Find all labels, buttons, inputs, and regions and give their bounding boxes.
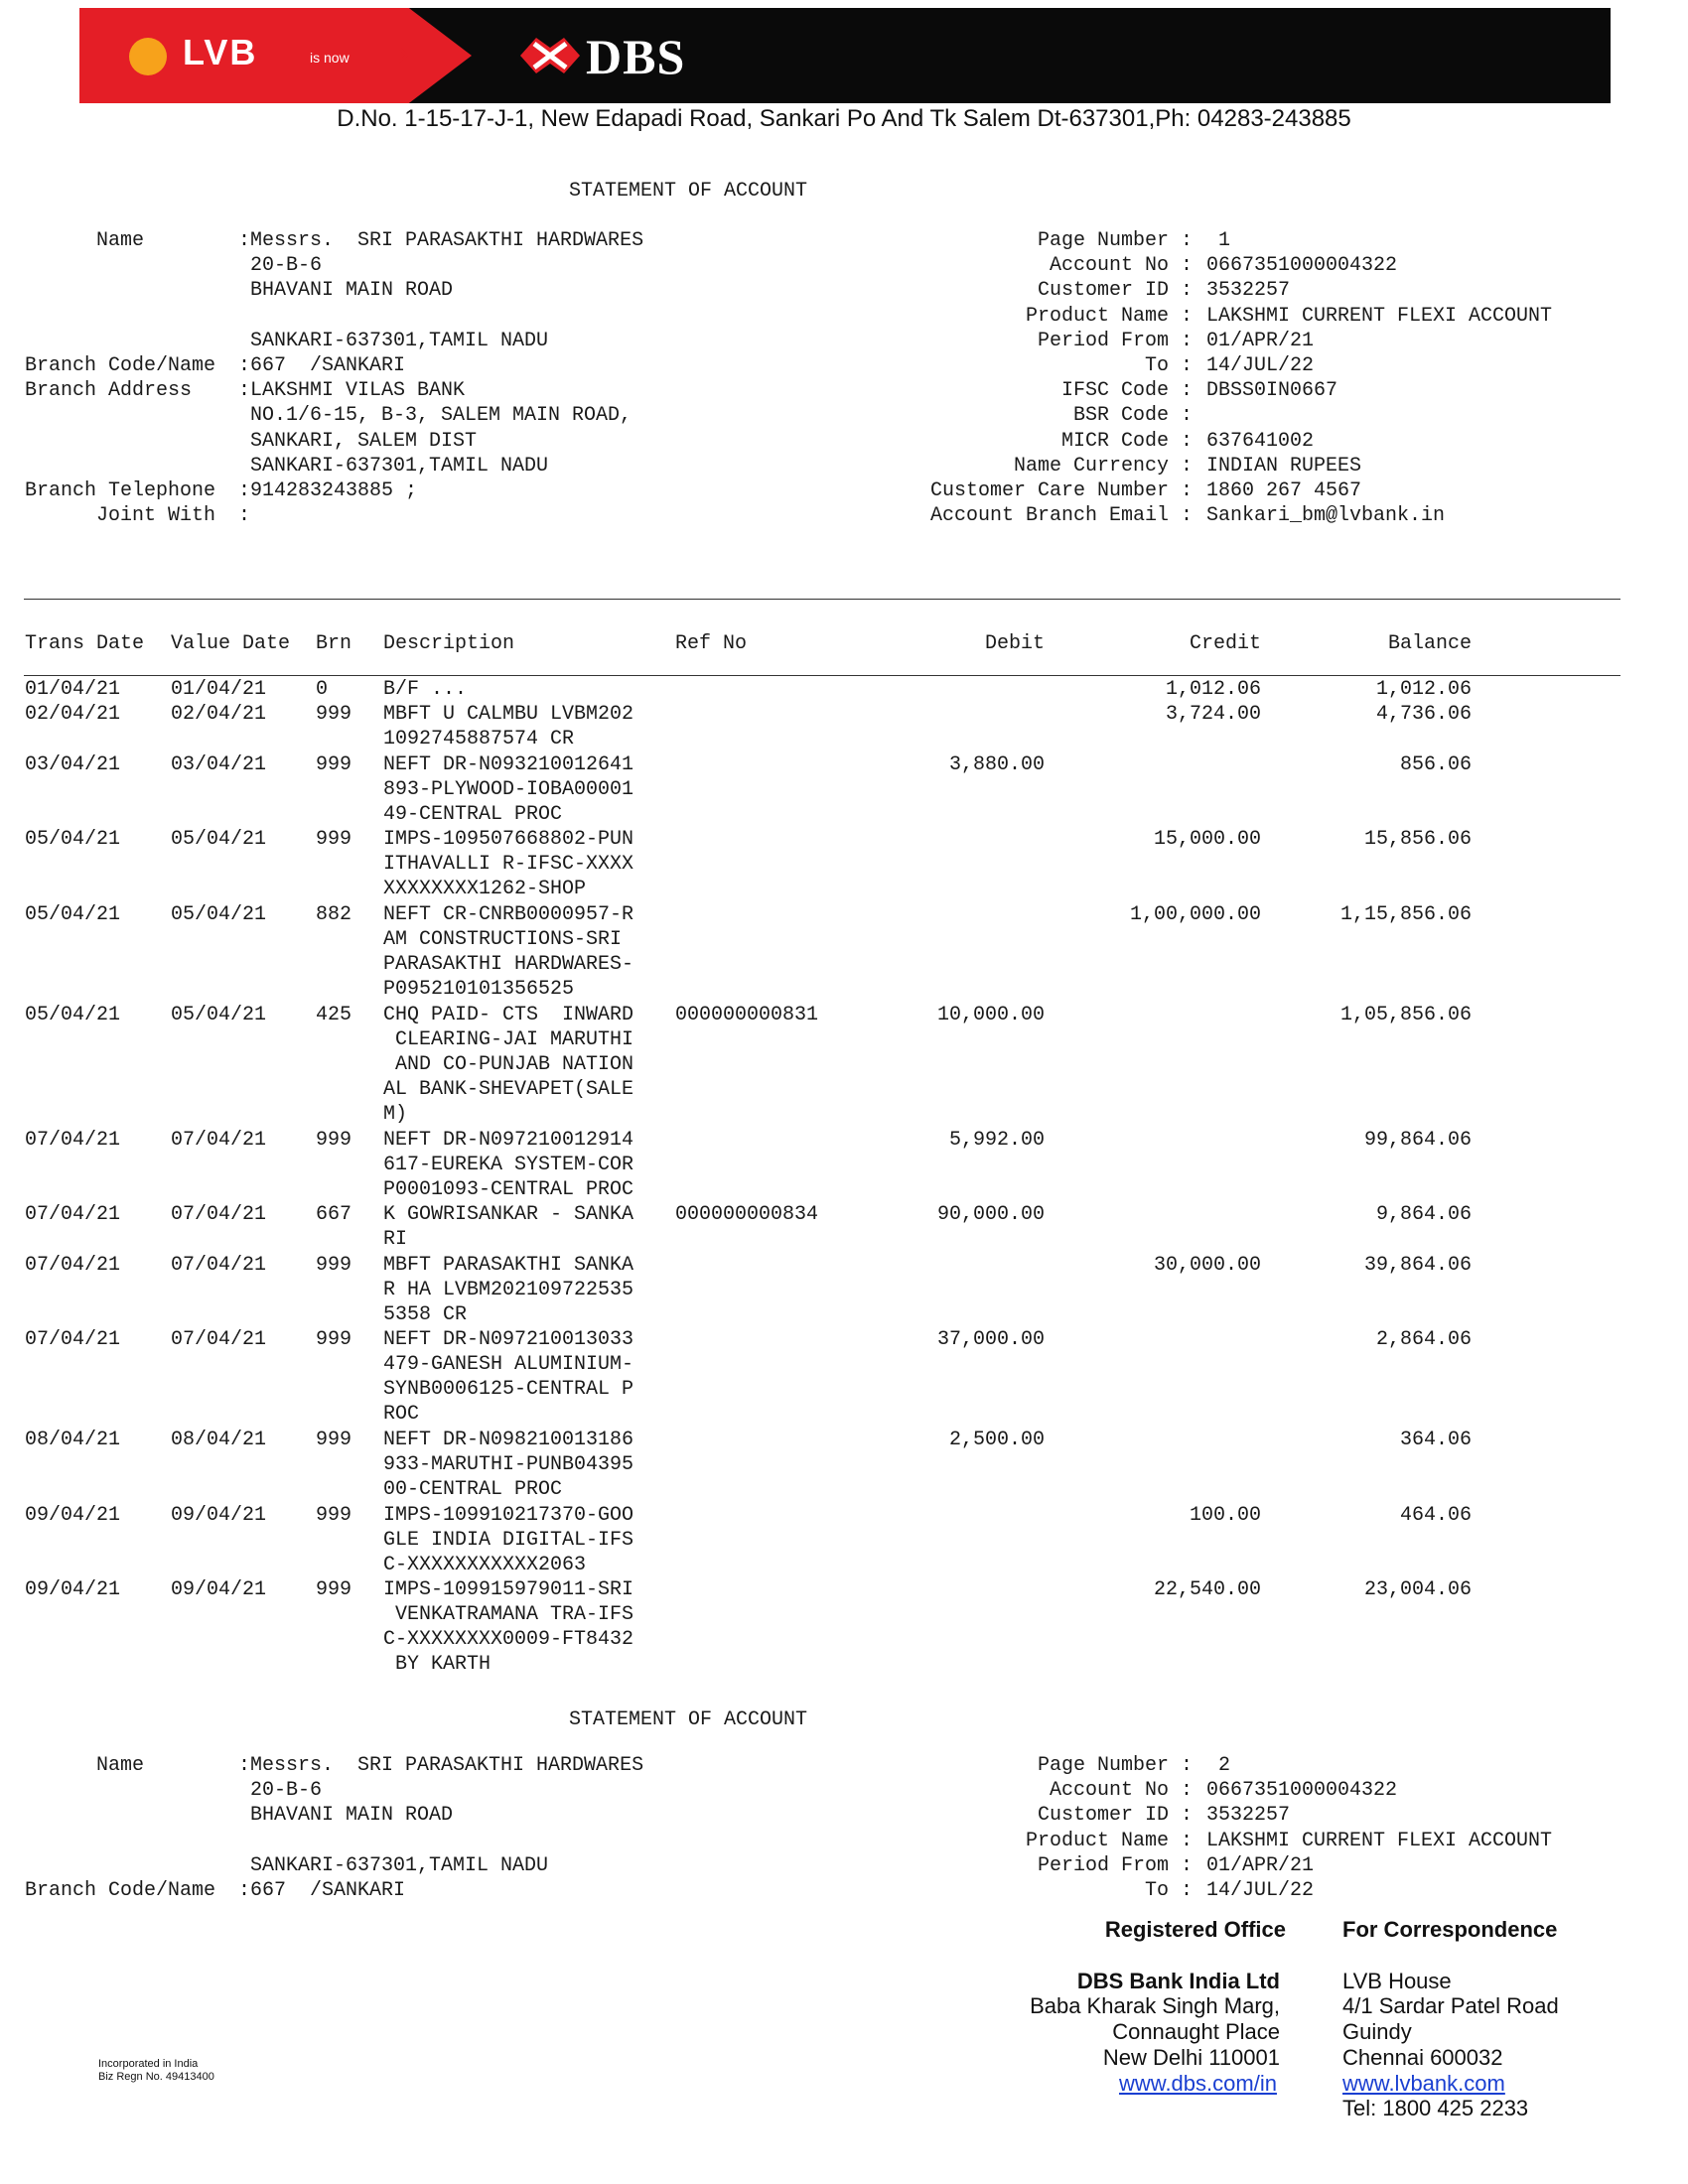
dbs-logo: DBS [586,29,686,84]
balance-cell: 1,15,856.06 [1339,902,1472,926]
field-value: 1 [1206,229,1231,252]
ref-no-cell: 000000000831 [675,1003,819,1026]
description-cell: NEFT DR-N097210012914 617-EUREKA SYSTEM-COR P0001093-CENTRAL PROC [383,1128,634,1201]
registered-office-name: DBS Bank India Ltd [1076,1969,1280,1993]
field-value: 637641002 [1206,429,1315,453]
brn-cell: 999 [316,828,352,852]
col-ref-no: Ref No [675,632,748,655]
registered-office-line: Baba Kharak Singh Marg, [1030,1993,1280,2018]
balance-cell: 2,864.06 [1375,1328,1472,1352]
field-label: Page Number : [1037,229,1193,252]
trans-date-cell: 07/04/21 [25,1128,121,1152]
field-label: Product Name : [1025,304,1193,328]
debit-cell: 37,000.00 [936,1328,1045,1352]
value-date-cell: 05/04/21 [171,828,267,852]
brn-cell: 999 [316,703,352,727]
value-date-cell: 09/04/21 [171,1503,267,1527]
value-date-cell: 08/04/21 [171,1429,267,1451]
description-cell: NEFT DR-N093210012641 893-PLYWOOD-IOBA00001 49-CENTRAL PROC [383,752,634,826]
col-value-date: Value Date [171,632,291,655]
field-value: BHAVANI MAIN ROAD [250,279,454,303]
lvb-tagline: is now [310,50,350,66]
col-debit: Debit [984,632,1045,655]
field-label: Period From : [1037,1853,1193,1877]
description-cell: CHQ PAID- CTS INWARD CLEARING-JAI MARUTHI AND CO-PUNJAB NATION AL BANK-SHEVAPET(SALE M) [383,1003,634,1126]
field-value: 2 [1206,1754,1231,1777]
field-label: BSR Code : [1072,404,1193,428]
value-date-cell: 01/04/21 [171,678,267,701]
credit-cell: 1,012.06 [1165,678,1261,701]
col-description: Description [383,632,515,655]
trans-date-cell: 05/04/21 [25,902,121,926]
brn-cell: 999 [316,1128,352,1152]
brn-cell: 999 [316,1503,352,1527]
balance-cell: 464.06 [1399,1503,1472,1527]
field-value: 0667351000004322 [1206,1779,1398,1803]
correspondence-name: LVB House [1342,1969,1452,1993]
brn-cell: 425 [316,1003,352,1026]
field-value: : [238,504,251,528]
field-label: To : [1144,1879,1193,1902]
value-date-cell: 07/04/21 [171,1128,267,1152]
field-label: MICR Code : [1060,429,1193,453]
branch-address-line: D.No. 1-15-17-J-1, New Edapadi Road, Sankari Po And Tk Salem Dt-637301,Ph: 04283-243885 [337,105,1351,132]
credit-cell: 3,724.00 [1165,703,1261,727]
description-cell: IMPS-109915979011-SRI VENKATRAMANA TRA-IFS C-XXXXXXXX0009-FT8432 BY KARTH [383,1578,634,1677]
field-value: :667 /SANKARI [238,1879,406,1902]
correspondence-line: 4/1 Sardar Patel Road [1342,1993,1559,2018]
brn-cell: 882 [316,902,352,926]
field-value: INDIAN RUPEES [1206,454,1362,478]
description-cell: MBFT PARASAKTHI SANKA R HA LVBM202109722535 5358 CR [383,1253,634,1326]
trans-date-cell: 07/04/21 [25,1253,121,1277]
description-cell: K GOWRISANKAR - SANKA RI [383,1203,634,1252]
field-value: 20-B-6 [250,254,323,278]
field-value: BHAVANI MAIN ROAD [250,1804,454,1828]
description-cell: IMPS-109910217370-GOO GLE INDIA DIGITAL-IFS C-XXXXXXXXXXX2063 [383,1503,634,1576]
field-value: 0667351000004322 [1206,254,1398,278]
field-label: Period From : [1037,329,1193,352]
ref-no-cell: 000000000834 [675,1203,819,1227]
value-date-cell: 02/04/21 [171,703,267,727]
balance-cell: 39,864.06 [1363,1253,1472,1277]
field-value: 1860 267 4567 [1206,479,1362,502]
field-label: Account Branch Email : [929,504,1193,528]
brn-cell: 999 [316,1429,352,1451]
field-value: :667 /SANKARI [238,354,406,377]
field-label: Joint With [25,504,216,528]
value-date-cell: 05/04/21 [171,902,267,926]
description-cell: IMPS-109507668802-PUN ITHAVALLI R-IFSC-XXXX XXXXXXXX1262-SHOP [383,828,634,901]
field-label: Customer ID : [1037,279,1193,303]
field-label: Customer ID : [1037,1804,1193,1828]
field-value: :LAKSHMI VILAS BANK [238,379,466,403]
trans-date-cell: 05/04/21 [25,828,121,852]
dbs-website-link[interactable]: www.dbs.com/in [1119,2071,1277,2096]
field-label: IFSC Code : [1060,379,1193,403]
registered-office-heading: Registered Office [1104,1917,1286,1942]
registered-office-line: Connaught Place [1112,2019,1280,2044]
field-label: To : [1144,354,1193,377]
field-value: :914283243885 ; [238,479,418,502]
field-value: Sankari_bm@lvbank.in [1206,504,1446,528]
field-value: :Messrs. SRI PARASAKTHI HARDWARES [238,1754,644,1777]
brn-cell: 667 [316,1203,352,1227]
brn-cell: 999 [316,1578,352,1602]
trans-date-cell: 08/04/21 [25,1429,121,1451]
lvb-logo: LVB [183,32,258,72]
debit-cell: 90,000.00 [936,1203,1045,1227]
statement-title: STATEMENT OF ACCOUNT [569,180,808,203]
debit-cell: 3,880.00 [948,752,1045,776]
balance-cell: 99,864.06 [1363,1128,1472,1152]
correspondence-line: Guindy [1342,2019,1412,2044]
lvb-website-link[interactable]: www.lvbank.com [1342,2071,1505,2096]
credit-cell: 1,00,000.00 [1129,902,1261,926]
correspondence-line: Chennai 600032 [1342,2045,1503,2070]
col-brn: Brn [316,632,352,655]
field-label: Page Number : [1037,1754,1193,1777]
description-cell: NEFT CR-CNRB0000957-R AM CONSTRUCTIONS-SRI PARASAKTHI HARDWARES- P095210101356525 [383,902,634,1001]
field-value: LAKSHMI CURRENT FLEXI ACCOUNT [1206,304,1553,328]
dbs-x-icon [516,34,584,77]
divider-line [24,599,1620,600]
field-label: Branch Address [25,379,216,403]
registered-office-line: New Delhi 110001 [1102,2045,1280,2070]
value-date-cell: 07/04/21 [171,1253,267,1277]
field-label: Customer Care Number : [929,479,1193,502]
trans-date-cell: 05/04/21 [25,1003,121,1026]
field-value: 01/APR/21 [1206,329,1315,352]
brn-cell: 999 [316,1253,352,1277]
trans-date-cell: 02/04/21 [25,703,121,727]
field-label: Name [25,1754,205,1777]
field-value: 20-B-6 [250,1779,323,1803]
field-label: Name [25,229,205,252]
balance-cell: 364.06 [1399,1429,1472,1451]
field-label: Branch Code/Name [25,1879,216,1902]
balance-cell: 23,004.06 [1363,1578,1472,1602]
field-value: 14/JUL/22 [1206,1879,1315,1902]
debit-cell: 2,500.00 [948,1429,1045,1451]
description-cell: NEFT DR-N097210013033 479-GANESH ALUMINIUM- SYNB0006125-CENTRAL P ROC [383,1328,634,1427]
field-value: :Messrs. SRI PARASAKTHI HARDWARES [238,229,644,252]
trans-date-cell: 03/04/21 [25,752,121,776]
trans-date-cell: 07/04/21 [25,1203,121,1227]
field-value: 3532257 [1206,1804,1291,1828]
field-value: DBSS0IN0667 [1206,379,1338,403]
brn-cell: 0 [316,678,329,701]
field-value: NO.1/6-15, B-3, SALEM MAIN ROAD, [250,404,633,428]
field-value: 01/APR/21 [1206,1853,1315,1877]
field-label: Branch Code/Name [25,354,216,377]
header-banner [79,8,1611,103]
balance-cell: 1,012.06 [1375,678,1472,701]
credit-cell: 100.00 [1189,1503,1261,1527]
credit-cell: 22,540.00 [1153,1578,1261,1602]
field-value: SANKARI-637301,TAMIL NADU [250,454,549,478]
brn-cell: 999 [316,1328,352,1352]
correspondence-heading: For Correspondence [1342,1917,1558,1942]
field-value: 14/JUL/22 [1206,354,1315,377]
trans-date-cell: 01/04/21 [25,678,121,701]
field-label: Account No : [1049,254,1193,278]
field-value: SANKARI-637301,TAMIL NADU [250,329,549,352]
trans-date-cell: 09/04/21 [25,1503,121,1527]
value-date-cell: 07/04/21 [171,1328,267,1352]
chevron-right-icon: › [395,31,411,76]
balance-cell: 15,856.06 [1363,828,1472,852]
col-credit: Credit [1189,632,1261,655]
value-date-cell: 05/04/21 [171,1003,267,1026]
field-label: Product Name : [1025,1829,1193,1852]
col-trans-date: Trans Date [25,632,145,655]
biz-regn-note: Biz Regn No. 49413400 [98,2071,214,2083]
value-date-cell: 09/04/21 [171,1578,267,1602]
field-label: Name Currency : [1013,454,1193,478]
field-value: SANKARI, SALEM DIST [250,429,478,453]
incorporated-note: Incorporated in India [98,2058,199,2070]
value-date-cell: 07/04/21 [171,1203,267,1227]
debit-cell: 5,992.00 [948,1128,1045,1152]
credit-cell: 15,000.00 [1153,828,1261,852]
balance-cell: 9,864.06 [1375,1203,1472,1227]
description-cell: B/F ... [383,678,468,701]
lvb-lamp-icon [129,38,167,75]
description-cell: MBFT U CALMBU LVBM202 1092745887574 CR [383,703,634,751]
credit-cell: 30,000.00 [1153,1253,1261,1277]
field-value: LAKSHMI CURRENT FLEXI ACCOUNT [1206,1829,1553,1852]
field-value: SANKARI-637301,TAMIL NADU [250,1853,549,1877]
divider-line [24,675,1620,676]
brn-cell: 999 [316,752,352,776]
field-label: Account No : [1049,1779,1193,1803]
field-label: Branch Telephone [25,479,216,502]
statement-title-page2: STATEMENT OF ACCOUNT [569,1708,808,1731]
debit-cell: 10,000.00 [936,1003,1045,1026]
description-cell: NEFT DR-N098210013186 933-MARUTHI-PUNB04395 00-CENTRAL PROC [383,1429,634,1501]
balance-cell: 1,05,856.06 [1339,1003,1472,1026]
trans-date-cell: 07/04/21 [25,1328,121,1352]
col-balance: Balance [1387,632,1472,655]
value-date-cell: 03/04/21 [171,752,267,776]
correspondence-phone: Tel: 1800 425 2233 [1342,2096,1529,2120]
field-value: 3532257 [1206,279,1291,303]
trans-date-cell: 09/04/21 [25,1578,121,1602]
balance-cell: 856.06 [1399,752,1472,776]
balance-cell: 4,736.06 [1375,703,1472,727]
